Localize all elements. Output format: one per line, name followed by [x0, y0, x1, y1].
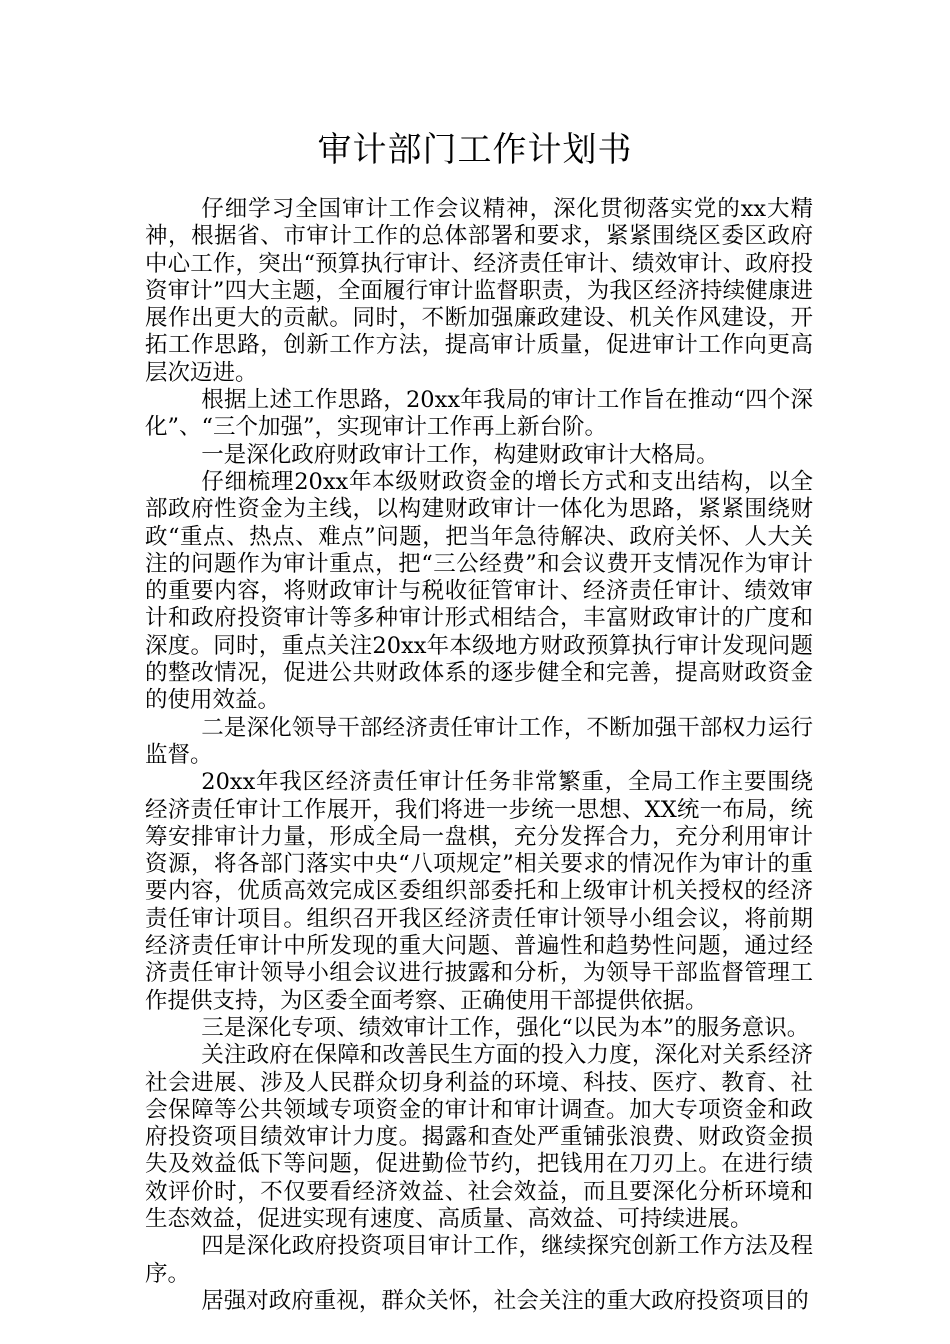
document-body	[145, 196, 813, 1315]
paragraph-goals: 根据上述工作思路，20xx年我局的审计工作旨在推动“四个深化”、“三个加强”，实现审计工作再上新台阶。	[145, 387, 813, 441]
document-title: 审计部门工作计划书	[317, 130, 633, 170]
paragraph-investment-projects: 居强对政府重视，群众关怀，社会关注的重大政府投资项目的	[201, 1287, 809, 1314]
heading-four: 四是深化政府投资项目审计工作，继续探究创新工作方法及程序。	[145, 1233, 813, 1287]
paragraph-finance-audit: 仔细梳理20xx年本级财政资金的增长方式和支出结构，以全部政府性资金为主线，以构建财政审计一体化为思路，紧紧围绕财政“重点、热点、难点”问题，把当年急待解决、政府关怀、人大关注的问题作为审计重点，把“三公经费”和会议费开支情况作为审计的重要内容，将财政审计与税收征管审计、经济责任审计、绩效审计和政府投资审计等多种审计形式相结合，丰富财政审计的广度和深度。同时，重点关注20xx年本级地方财政预算执行审计发现问题的整改情况，促进公共财政体系的逐步健全和完善，提高财政资金的使用效益。	[145, 468, 813, 714]
heading-two: 二是深化领导干部经济责任审计工作，不断加强干部权力运行监督。	[145, 714, 813, 768]
paragraph-economic-responsibility: 20xx年我区经济责任审计任务非常繁重，全局工作主要围绕经济责任审计工作展开，我们将进一步统一思想、XX统一布局，统筹安排审计力量，形成全局一盘棋，充分发挥合力，充分利用审计资源，将各部门落实中央“八项规定”相关要求的情况作为审计的重要内容，优质高效完成区委组织部委托和上级审计机关授权的经济责任审计项目。组织召开我区经济责任审计领导小组会议，将前期经济责任审计中所发现的重大问题、普遍性和趋势性问题，通过经济责任审计领导小组会议进行披露和分析，为领导干部监督管理工作提供支持，为区委全面考察、正确使用干部提供依据。	[145, 769, 813, 1014]
heading-three: 三是深化专项、绩效审计工作，强化“以民为本”的服务意识。	[201, 1014, 810, 1041]
paragraph-special-performance: 关注政府在保障和改善民生方面的投入力度，深化对关系经济社会进展、涉及人民群众切身利益的环境、科技、医疗、教育、社会保障等公共领域专项资金的审计和审计调查。加大专项资金和政府投资项目绩效审计力度。揭露和查处严重铺张浪费、财政资金损失及效益低下等问题，促进勤俭节约，把钱用在刀刃上。在进行绩效评价时，不仅要看经济效益、社会效益，而且要深化分析环境和生态效益，促进实现有速度、高质量、高效益、可持续进展。	[145, 1042, 813, 1232]
paragraph-intro: 仔细学习全国审计工作会议精神，深化贯彻落实党的xx大精神，根据省、市审计工作的总体部署和要求，紧紧围绕区委区政府中心工作，突出“预算执行审计、经济责任审计、绩效审计、政府投资审计”四大主题，全面履行审计监督职责，为我区经济持续健康进展作出更大的贡献。同时，不断加强廉政建设、机关作风建设，开拓工作思路，创新工作方法，提高审计质量，促进审计工作向更高层次迈进。	[145, 196, 813, 386]
heading-one: 一是深化政府财政审计工作，构建财政审计大格局。	[201, 441, 719, 468]
